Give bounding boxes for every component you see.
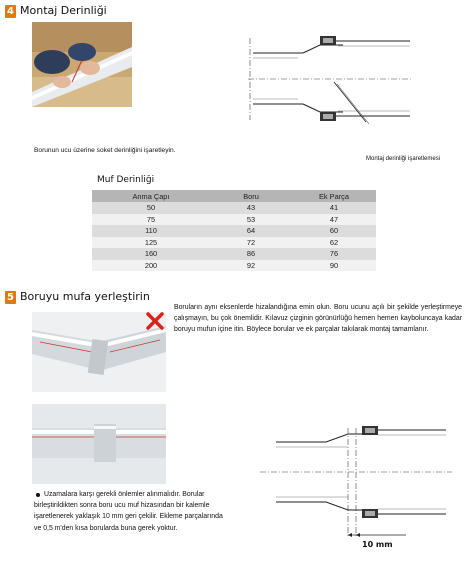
table-cell: 76 [292, 248, 376, 260]
depth-marking-caption: Montaj derinliği işaretlemesi [366, 156, 441, 162]
pullback-instructions: Uzamalara karşı gerekli önlemler alınmalıdır. Borular birleştirildikten sonra boru ucu muf hizasından bir kalemle işaretlenerek yaklaşık 10 mm geri çekilir. Ekleme parçalarında ve 0,5 m'den kısa borularda buna gerek yoktur. [34, 491, 223, 532]
table-title: Muf Derinliği [97, 175, 155, 185]
wrong-cross-icon [146, 312, 164, 330]
table-cell: 72 [210, 237, 292, 249]
column-header: Ek Parça [292, 190, 376, 202]
table-row [92, 237, 376, 249]
column-header: Boru [210, 190, 292, 202]
table-cell: 125 [92, 237, 210, 249]
table-row [92, 225, 376, 237]
table-cell: 75 [92, 214, 210, 226]
section-4-title: Montaj Derinliği [20, 4, 107, 17]
alignment-instructions: Boruların aynı eksenlerde hizalandığına emin olun. Boru ucunu açılı bir şekilde yerleştirmeye çalışmayın, bu çok önemlidir. Kılavuz çizginin görünürlüğü hemen hemen kayboluncaya kadar boruyu mufun içine itin. Böylece borular ve ek parçalar takılarak montaj tamamlanır. [174, 304, 462, 334]
correct-insertion-photo [32, 404, 166, 484]
table-cell: 90 [292, 260, 376, 272]
table-cell: 53 [210, 214, 292, 226]
table-cell: 200 [92, 260, 210, 272]
table-cell: 60 [292, 225, 376, 237]
pullback-diagram [256, 420, 456, 555]
table-row [92, 248, 376, 260]
section-5-title: Boruyu mufa yerleştirin [20, 290, 150, 303]
table-cell: 86 [210, 248, 292, 260]
table-cell: 64 [210, 225, 292, 237]
pipe-marking-photo [32, 22, 132, 107]
table-cell: 43 [210, 202, 292, 214]
step-5-badge: 5 [5, 291, 16, 304]
table-row [92, 260, 376, 272]
column-header: Anma Çapı [92, 190, 210, 202]
table-cell: 50 [92, 202, 210, 214]
wrong-insertion-photo [32, 312, 166, 392]
table-cell: 110 [92, 225, 210, 237]
table-row [92, 202, 376, 214]
marking-caption: Borunun ucu üzerine soket derinliğini işaretleyin. [34, 147, 176, 154]
table-cell: 41 [292, 202, 376, 214]
table-row [92, 214, 376, 226]
table-cell: 92 [210, 260, 292, 272]
dimension-label: 10 mm [362, 540, 393, 549]
table-cell: 47 [292, 214, 376, 226]
socket-depth-table [92, 190, 376, 271]
insertion-depth-diagram [238, 22, 438, 127]
table-cell: 62 [292, 237, 376, 249]
table-cell: 160 [92, 248, 210, 260]
step-4-badge: 4 [5, 5, 16, 18]
